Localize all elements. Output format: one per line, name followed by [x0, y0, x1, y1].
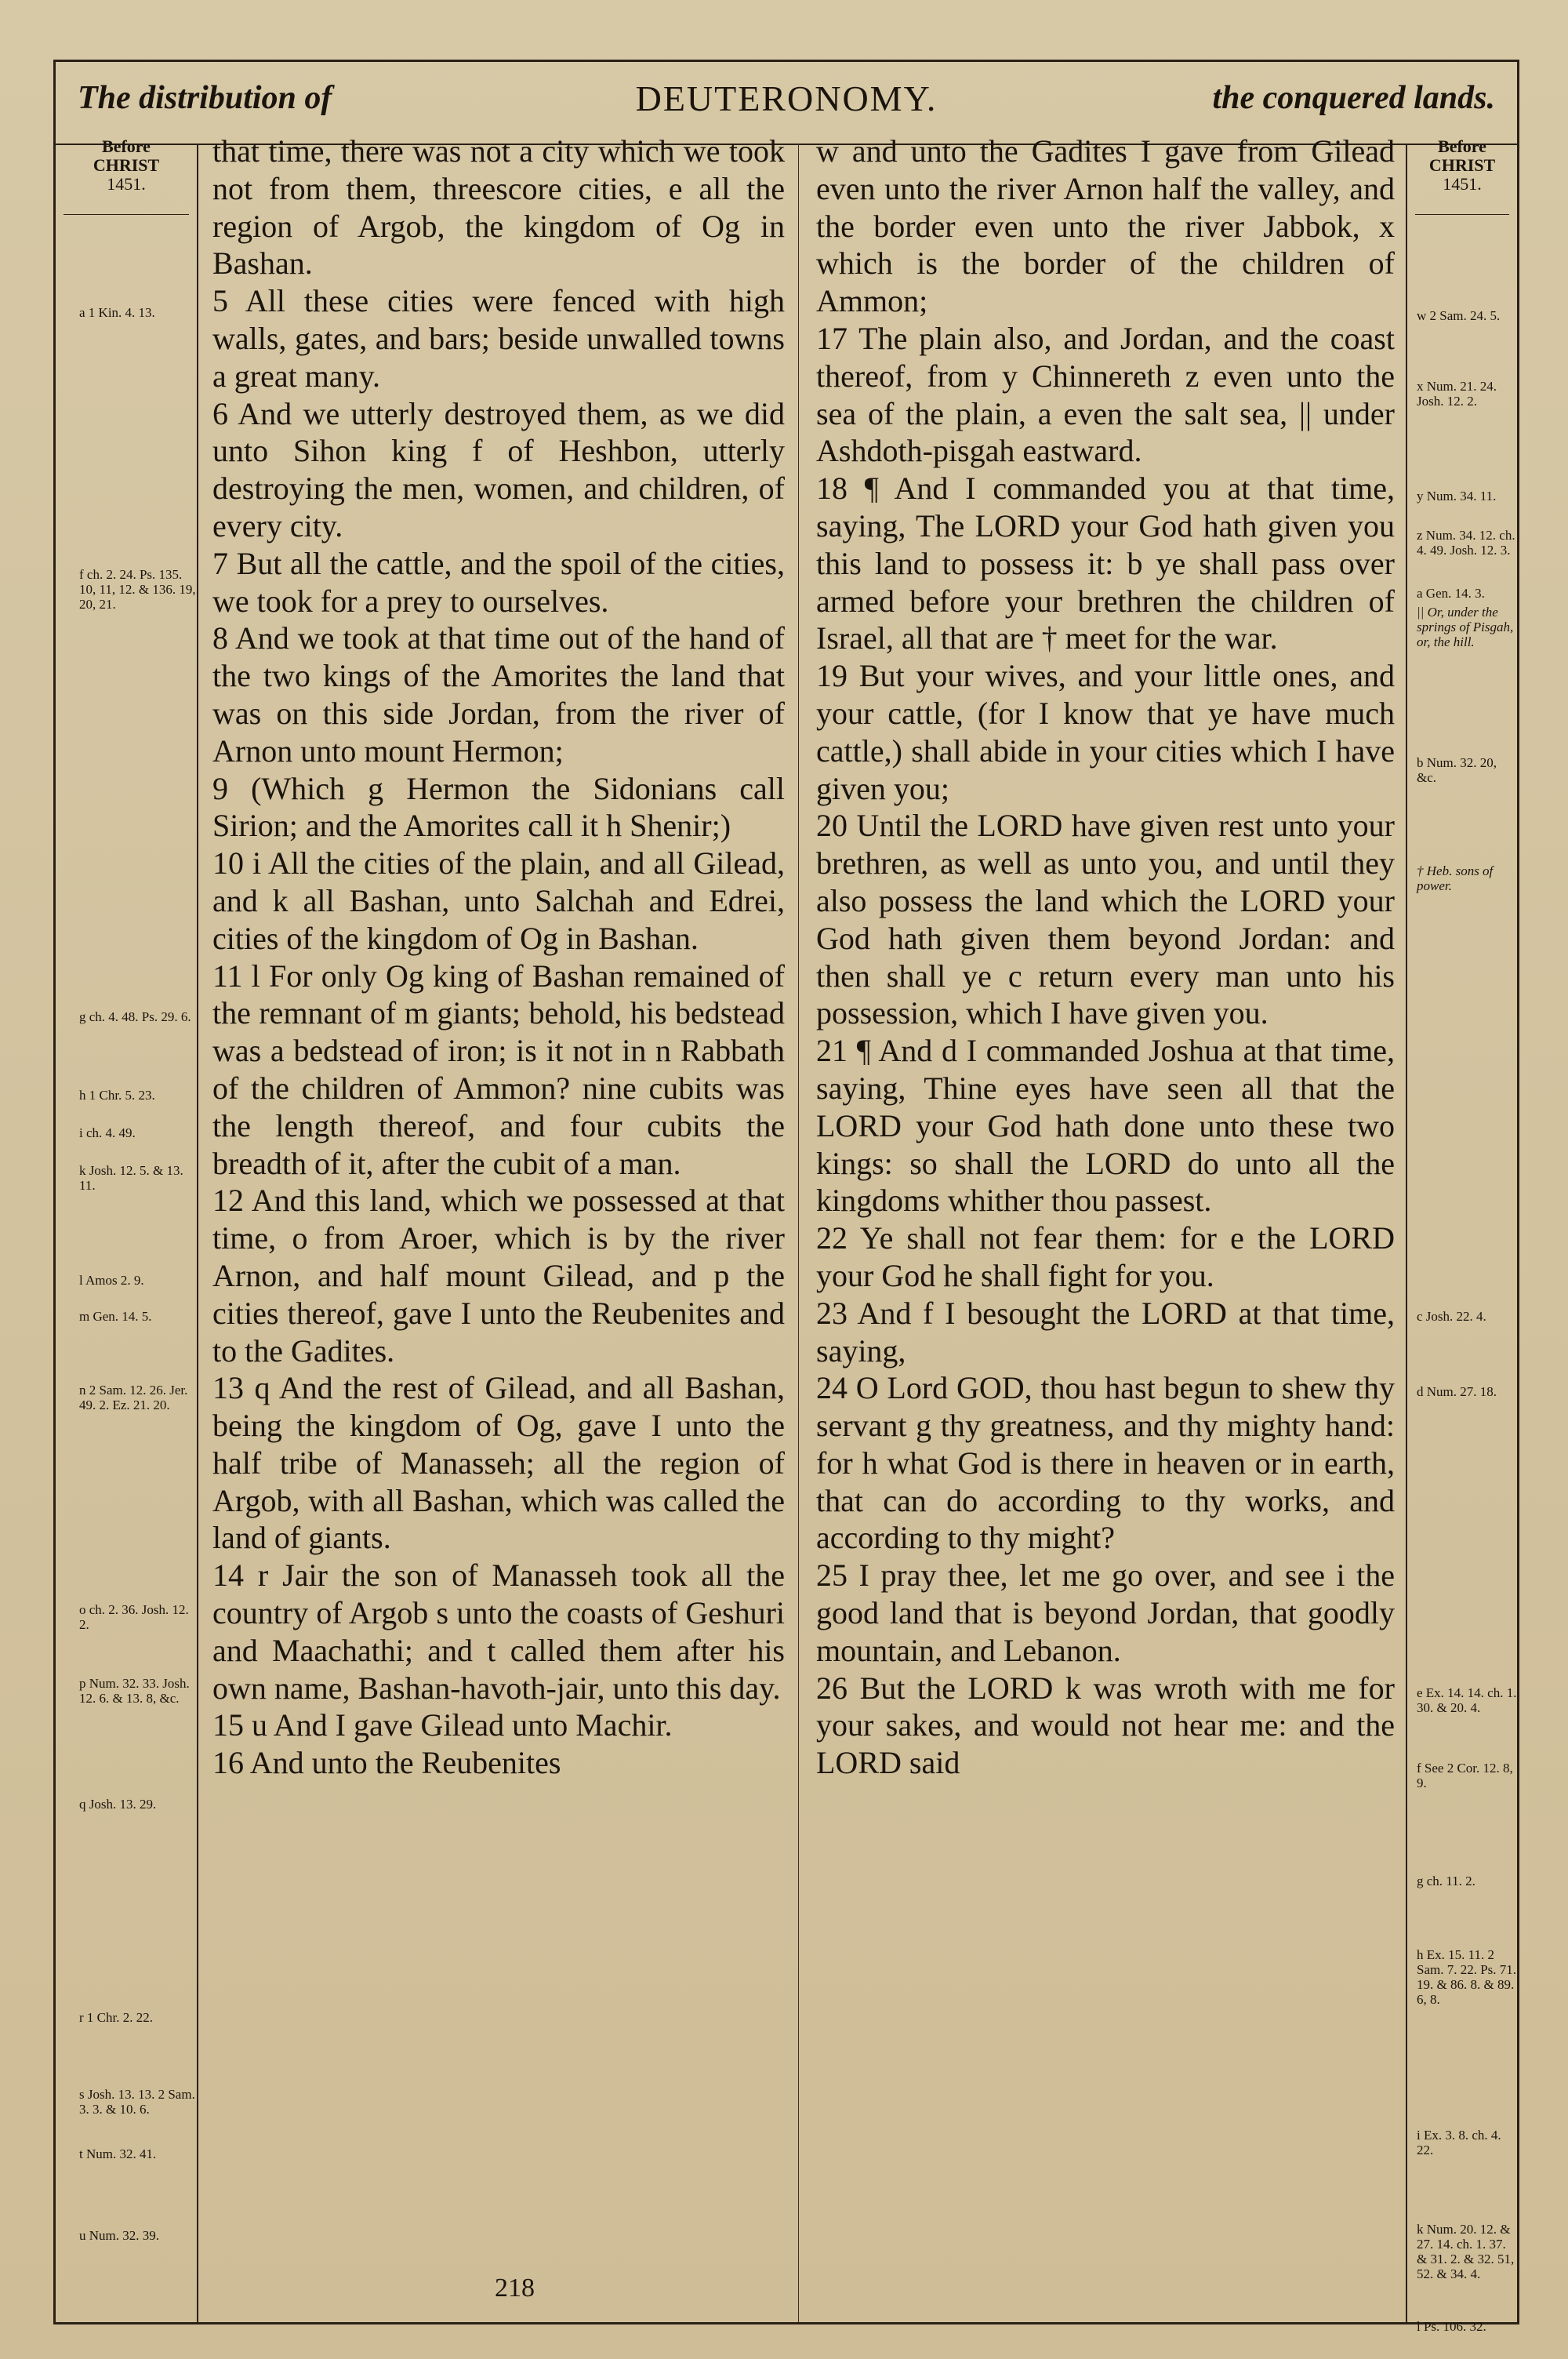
margin-note: o ch. 2. 36. Josh. 12. 2. — [79, 1602, 189, 1632]
margin-note: n 2 Sam. 12. 26. Jer. 49. 2. Ez. 21. 20. — [79, 1383, 188, 1412]
verse: that time, there was not a city which we took not from them, threescore cities, e all the region of Argob, the kingdom of Og in Bashan. — [212, 133, 785, 282]
verse: 7 But all the cattle, and the spoil of the cities, we took for a prey to ourselves. — [212, 545, 785, 619]
era-before: Before — [102, 136, 151, 156]
verse: 10 i All the cities of the plain, and all Gilead, and k all Bashan, unto Salchah and Edrei, cities of the kingdom of Og in Bashan. — [212, 845, 785, 956]
text-column-right — [816, 133, 1395, 1782]
era-label-right — [1407, 137, 1517, 194]
left-margin — [56, 136, 197, 2322]
verse: 13 q And the rest of Gilead, and all Bashan, being the kingdom of Og, gave I unto the half tribe of Manasseh; all the region of Argob, with all Bashan, which was called the land of giants. — [212, 1370, 785, 1556]
verse: 25 I pray thee, let me go over, and see i the good land that is beyond Jordan, that goodly mountain, and Lebanon. — [816, 1558, 1395, 1668]
margin-note: f ch. 2. 24. Ps. 135. 10, 11, 12. & 136. 19, 20, 21. — [79, 567, 196, 612]
margin-note: p Num. 32. 33. Josh. 12. 6. & 13. 8, &c. — [79, 1676, 190, 1706]
text-column-left — [212, 133, 785, 1782]
margin-note: y Num. 34. 11. — [1417, 489, 1497, 503]
margin-note: l Amos 2. 9. — [79, 1273, 144, 1288]
header-left-title: The distribution of — [78, 80, 332, 116]
era-label-left — [56, 137, 197, 194]
margin-note: w 2 Sam. 24. 5. — [1417, 308, 1501, 323]
verse: 21 ¶ And d I commanded Joshua at that time, saying, Thine eyes have seen all that the LORD your God hath done unto these two kings: so shall the LORD do unto all the kingdoms whither thou passest. — [816, 1033, 1395, 1219]
margin-note: g ch. 4. 48. Ps. 29. 6. — [79, 1009, 191, 1024]
era-before: Before — [1438, 136, 1486, 156]
era-christ: CHRIST — [1428, 155, 1496, 175]
verse: w and unto the Gadites I gave from Gilead even unto the river Arnon half the valley, and the border even unto the river Jabbok, x which is the border of the children of Ammon; — [816, 133, 1395, 319]
verse: 20 Until the LORD have given rest unto your brethren, as well as unto you, and until they also possess the land which the LORD your God hath given them beyond Jordan: and then shall ye c return every man unto his possession, which I have given you. — [816, 808, 1395, 1031]
margin-note: l Ps. 106. 32. — [1417, 2319, 1486, 2334]
margin-note: b Num. 32. 20, &c. — [1417, 755, 1497, 785]
margin-note: u Num. 32. 39. — [79, 2228, 159, 2243]
margin-note: g ch. 11. 2. — [1417, 1874, 1475, 1888]
header-right-title: the conquered lands. — [1212, 80, 1495, 116]
margin-note: q Josh. 13. 29. — [79, 1797, 157, 1812]
book-title: DEUTERONOMY. — [635, 78, 938, 118]
right-margin — [1407, 136, 1517, 2334]
verse: 24 O Lord GOD, thou hast begun to shew thy servant g thy greatness, and thy mighty hand: for h what God is there in heaven or in earth, that can do according to thy works, and according to thy might? — [816, 1370, 1395, 1556]
verse: 16 And unto the Reubenites — [212, 1745, 561, 1781]
era-christ: CHRIST — [93, 155, 160, 175]
margin-note: c Josh. 22. 4. — [1417, 1309, 1486, 1324]
margin-note: h Ex. 15. 11. 2 Sam. 7. 22. Ps. 71. 19. & 86. 8. & 89. 6, 8. — [1417, 1947, 1517, 2007]
page-number: 218 — [495, 2274, 535, 2303]
verse: 11 l For only Og king of Bashan remained of the remnant of m giants; behold, his bedstead was a bedstead of iron; is it not in n Rabbath of the children of Ammon? nine cubits was the length thereof, and four cubits the breadth of it, after the cubit of a man. — [212, 958, 785, 1181]
column-divider — [798, 144, 799, 2322]
margin-note: i ch. 4. 49. — [79, 1125, 136, 1140]
verse: 15 u And I gave Gilead unto Machir. — [212, 1707, 673, 1743]
margin-note: h 1 Chr. 5. 23. — [79, 1088, 155, 1103]
page-frame — [53, 60, 1519, 2334]
margin-note: m Gen. 14. 5. — [79, 1309, 152, 1324]
margin-note: d Num. 27. 18. — [1417, 1384, 1497, 1399]
verse: 23 And f I besought the LORD at that time, saying, — [816, 1295, 1395, 1369]
margin-note: t Num. 32. 41. — [79, 2146, 157, 2161]
margin-note: a Gen. 14. 3. — [1417, 586, 1485, 601]
verse: 8 And we took at that time out of the hand of the two kings of the Amorites the land that was on this side Jordan, from the river of Arnon unto mount Hermon; — [212, 620, 785, 769]
era-year: 1451. — [1443, 174, 1482, 194]
margin-note: k Josh. 12. 5. & 13. 11. — [79, 1163, 183, 1193]
left-margin-rule — [197, 144, 198, 2322]
verse: 9 (Which g Hermon the Sidonians call Sirion; and the Amorites call it h Shenir;) — [212, 770, 785, 844]
verse: 19 But your wives, and your little ones, and your cattle, (for I know that ye have much cattle,) shall abide in your cities which I have given you; — [816, 658, 1395, 806]
verse: 12 And this land, which we possessed at that time, o from Aroer, which is by the river Arnon, and half mount Gilead, and p the cities thereof, gave I unto the Reubenites and to the Gadites. — [212, 1183, 785, 1369]
era-year: 1451. — [107, 174, 146, 194]
margin-note: x Num. 21. 24. Josh. 12. 2. — [1417, 379, 1497, 409]
margin-note: f See 2 Cor. 12. 8, 9. — [1417, 1761, 1513, 1790]
margin-note: || Or, under the springs of Pisgah, or, the hill. — [1417, 605, 1514, 649]
verse: 17 The plain also, and Jordan, and the coast thereof, from y Chinnereth z even unto the sea of the plain, a even the salt sea, || under Ashdoth-pisgah eastward. — [816, 320, 1395, 469]
verse: 14 r Jair the son of Manasseh took all the country of Argob s unto the coasts of Geshuri and Maachathi; and t called them after his own name, Bashan-havoth-jair, unto this day. — [212, 1558, 785, 1706]
verse: 22 Ye shall not fear them: for e the LORD your God he shall fight for you. — [816, 1220, 1395, 1293]
era-rule — [1415, 214, 1509, 215]
margin-note: a 1 Kin. 4. 13. — [79, 305, 155, 320]
verse: 26 But the LORD k was wroth with me for your sakes, and would not hear me: and the LORD said — [816, 1670, 1395, 1781]
margin-note: s Josh. 13. 13. 2 Sam. 3. 3. & 10. 6. — [79, 2087, 195, 2117]
margin-note: e Ex. 14. 14. ch. 1. 30. & 20. 4. — [1417, 1685, 1517, 1715]
margin-note: k Num. 20. 12. & 27. 14. ch. 1. 37. & 31. 2. & 32. 51, 52. & 34. 4. — [1417, 2222, 1515, 2281]
margin-note: i Ex. 3. 8. ch. 4. 22. — [1417, 2128, 1501, 2157]
margin-note: r 1 Chr. 2. 22. — [79, 2010, 153, 2025]
verse: 18 ¶ And I commanded you at that time, saying, The LORD your God hath given you this land to possess it: b ye shall pass over armed before your brethren the children of Israel, all that are † meet for the war. — [816, 471, 1395, 656]
verse: 5 All these cities were fenced with high walls, gates, and bars; beside unwalled towns a great many. — [212, 283, 785, 394]
verse: 6 And we utterly destroyed them, as we did unto Sihon king f of Heshbon, utterly destroying the men, women, and children, of every city. — [212, 395, 785, 543]
era-rule — [64, 214, 189, 215]
margin-note: † Heb. sons of power. — [1417, 863, 1494, 893]
margin-note: z Num. 34. 12. ch. 4. 49. Josh. 12. 3. — [1417, 528, 1515, 558]
